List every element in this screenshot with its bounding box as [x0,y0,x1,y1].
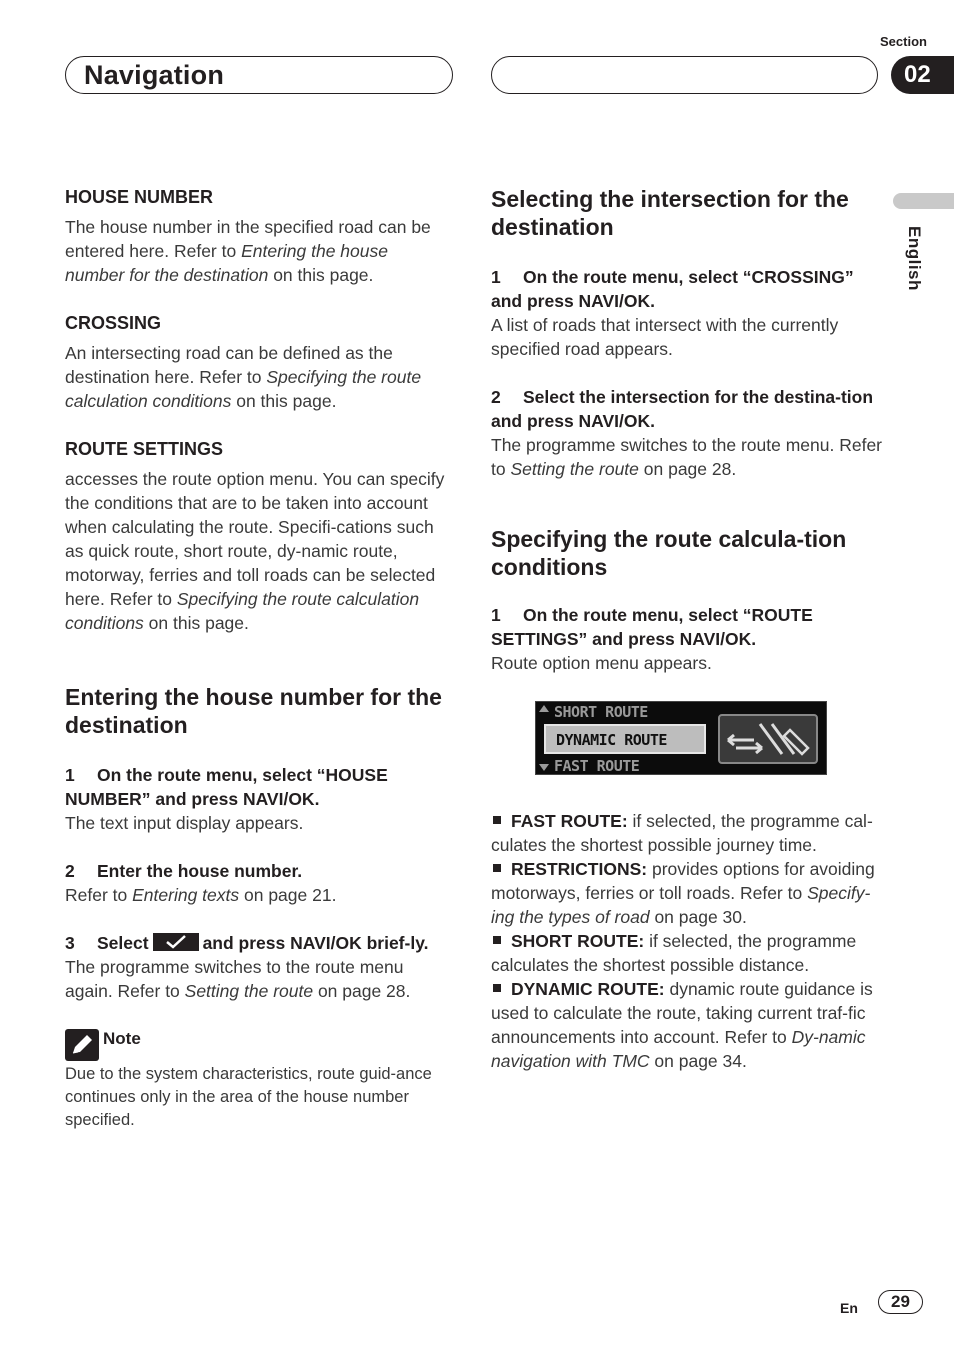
route-calc-step-1: 1 On the route menu, select “ROUTE SETTINGS” and press NAVI/OK. [491,605,813,649]
bullet-restrictions: RESTRICTIONS: provides options for avoiding motorways, ferries or toll roads. Refer to Specify-ing the types of road on page 30. [491,859,875,927]
bullet-list [491,809,883,1073]
scroll-down-icon [539,764,549,771]
screen-item-fast-route: FAST ROUTE [554,757,640,775]
bullet-square-icon [493,984,501,992]
note-label: Note [103,1029,141,1048]
bullet-dynamic-route: DYNAMIC ROUTE: dynamic route guidance is used to calculate the route, taking current traf-fic announcements into account. Refer to Dy-namic navigation with TMC on page 34. [491,979,873,1071]
step-1: 1 On the route menu, select “HOUSE NUMBER” and press NAVI/OK. [65,765,388,809]
checkmark-icon [153,933,199,951]
bullet-square-icon [493,936,501,944]
language-tab-bar [893,193,954,209]
intersection-step-1: 1 On the route menu, select “CROSSING” and press NAVI/OK. [491,267,854,311]
house-number-text: The house number in the specified road can be entered here. Refer to Entering the house number for the destination on this page. [65,217,431,285]
bullet-square-icon [493,864,501,872]
header-blank-bar [491,56,878,94]
pencil-note-icon [65,1029,99,1061]
crossing-text: An intersecting road can be defined as the destination here. Refer to Specifying the route calculation conditions on this page. [65,343,422,411]
page-number: 29 [878,1290,923,1314]
route-calc-step-1-text: Route option menu appears. [491,653,712,673]
step-3: 3 Select and press NAVI/OK brief-ly. [65,933,429,953]
route-calc-heading: Specifying the route calcula-tion conditions [491,526,847,580]
ref-route-calculation: Specifying the route calculation conditions [65,367,422,411]
right-column [491,185,883,1073]
screen-item-short-route: SHORT ROUTE [554,703,648,721]
route-settings-heading: ROUTE SETTINGS [65,439,224,459]
entering-house-number-heading: Entering the house number for the destination [65,684,442,738]
ref-setting-route: Setting the route [184,981,314,1001]
ref-entering-texts: Entering texts [132,885,240,905]
bullet-short-route: SHORT ROUTE: if selected, the programme calculates the shortest possible distance. [491,931,857,975]
screen-item-dynamic-route: DYNAMIC ROUTE [556,731,667,749]
language-tab-label: English [905,226,924,291]
step-2: 2 Enter the house number. [65,861,303,881]
bullet-square-icon [493,816,501,824]
note-header [65,1029,450,1061]
intersection-step-1-text: A list of roads that intersect with the currently specified road appears. [491,315,839,359]
intersection-heading: Selecting the intersection for the destination [491,186,849,240]
route-settings-text: accesses the route option menu. You can specify the conditions that are to be taken into account when calculating the route. Specifi-cations such as quick route, short route, dy-namic route, motorway, ferries and toll roads can be selected here. Refer to Specifying the route calculation conditions on this page. [65,469,445,633]
section-label: Section [880,34,927,49]
crossing-heading: CROSSING [65,313,162,333]
intersection-step-2-text: The programme switches to the route menu. Refer to Setting the route on page 28. [491,435,883,479]
step-1-text: The text input display appears. [65,813,304,833]
note-text: Due to the system characteristics, route guid-ance continues only in the area of the house number specified. [65,1065,432,1129]
step-2-text: Refer to Entering texts on page 21. [65,885,337,905]
route-option-screen [535,701,827,775]
section-number-badge: 02 [891,56,954,94]
bullet-fast-route: FAST ROUTE: if selected, the programme cal-culates the shortest possible journey time. [491,811,873,855]
ref-setting-route: Setting the route [510,459,639,479]
house-number-heading: HOUSE NUMBER [65,187,214,207]
page-title: Navigation [84,60,225,90]
dynamic-route-icon [718,714,818,764]
screen-item-selected [544,724,706,754]
footer-language: En [840,1300,858,1316]
ref-entering-house-number: Entering the house number for the destination [65,241,388,285]
ref-route-calculation: Specifying the route calculation conditions [65,589,420,633]
title-bar [65,56,453,94]
scroll-up-icon [539,705,549,712]
step-3-text: The programme switches to the route menu again. Refer to Setting the route on page 28. [65,957,411,1001]
intersection-step-2: 2 Select the intersection for the destina-tion and press NAVI/OK. [491,387,874,431]
left-column [65,185,450,1132]
